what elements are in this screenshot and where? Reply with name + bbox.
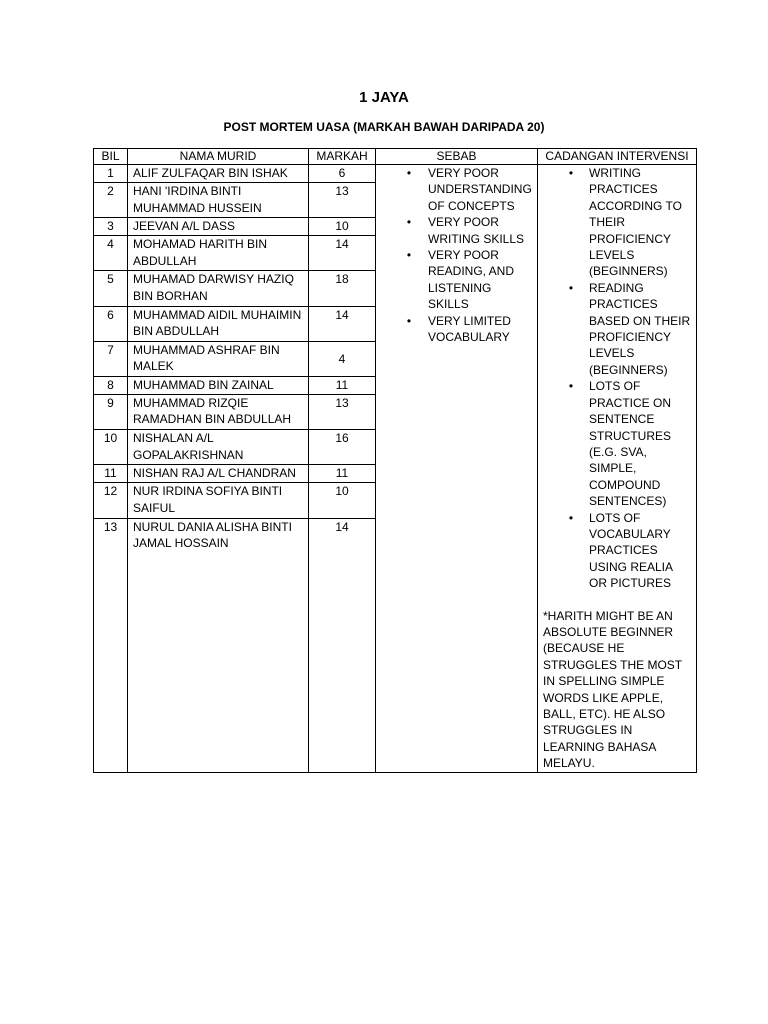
bullet-icon: • <box>406 166 412 180</box>
row-markah: 4 <box>309 341 376 376</box>
row-nama-murid: NISHALAN A/L GOPALAKRISHNAN <box>128 430 309 465</box>
row-markah: 18 <box>309 271 376 306</box>
row-bil: 6 <box>94 306 128 341</box>
row-nama-murid: MUHAMMAD BIN ZAINAL <box>128 376 309 394</box>
bullet-icon: • <box>568 166 574 180</box>
row-bil: 9 <box>94 394 128 429</box>
cadangan-item <box>543 378 691 509</box>
row-bil: 1 <box>94 165 128 183</box>
row-markah: 13 <box>309 394 376 429</box>
row-bil: 5 <box>94 271 128 306</box>
cadangan-item <box>543 510 691 592</box>
page-subtitle: POST MORTEM UASA (MARKAH BAWAH DARIPADA 20) <box>223 120 545 134</box>
row-markah: 14 <box>309 306 376 341</box>
column-header-sebab: SEBAB <box>376 149 538 165</box>
column-header-cadangan-intervensi: CADANGAN INTERVENSI <box>538 149 697 165</box>
row-nama-murid: JEEVAN A/L DASS <box>128 218 309 236</box>
cadangan-item-text: LOTS OF VOCABULARY PRACTICES USING REALIA OR PICTURES <box>589 510 673 591</box>
sebab-item-text: VERY POOR READING, AND LISTENING SKILLS <box>428 248 515 312</box>
row-nama-murid: NISHAN RAJ A/L CHANDRAN <box>128 465 309 483</box>
row-nama-murid: NUR IRDINA SOFIYA BINTI SAIFUL <box>128 483 309 518</box>
sebab-item-text: VERY POOR WRITING SKILLS <box>428 215 525 246</box>
row-bil: 2 <box>94 183 128 218</box>
cadangan-cell <box>538 165 697 773</box>
row-bil: 12 <box>94 483 128 518</box>
row-nama-murid: MUHAMAD DARWISY HAZIQ BIN BORHAN <box>128 271 309 306</box>
sebab-list <box>381 165 532 345</box>
post-mortem-table <box>93 148 697 773</box>
column-header-markah: MARKAH <box>309 149 376 165</box>
sebab-item <box>381 313 532 346</box>
sebab-item-text: VERY LIMITED VOCABULARY <box>428 313 511 345</box>
row-nama-murid: ALIF ZULFAQAR BIN ISHAK <box>128 165 309 183</box>
row-bil: 4 <box>94 236 128 271</box>
cadangan-item-text: LOTS OF PRACTICE ON SENTENCE STRUCTURES (E.G. SVA, SIMPLE, COMPOUND SENTENCES) <box>589 379 672 509</box>
row-bil: 11 <box>94 465 128 483</box>
page-title: 1 JAYA <box>359 89 409 106</box>
row-bil: 7 <box>94 341 128 376</box>
sebab-item <box>381 214 532 247</box>
row-nama-murid: HANI 'IRDINA BINTI MUHAMMAD HUSSEIN <box>128 183 309 218</box>
sebab-item <box>381 165 532 214</box>
row-nama-murid: NURUL DANIA ALISHA BINTI JAMAL HOSSAIN <box>128 518 309 772</box>
sebab-cell <box>376 165 538 773</box>
row-bil: 3 <box>94 218 128 236</box>
table-row <box>94 165 697 183</box>
sebab-item-text: VERY POOR UNDERSTANDING OF CONCEPTS <box>428 166 532 213</box>
row-markah: 10 <box>309 218 376 236</box>
row-markah: 11 <box>309 465 376 483</box>
bullet-icon: • <box>406 313 412 328</box>
row-nama-murid: MUHAMMAD AIDIL MUHAIMIN BIN ABDULLAH <box>128 306 309 341</box>
row-markah: 6 <box>309 165 376 183</box>
row-markah: 14 <box>309 518 376 772</box>
bullet-icon: • <box>568 280 574 295</box>
column-header-nama-murid: NAMA MURID <box>128 149 309 165</box>
bullet-icon: • <box>568 379 574 394</box>
cadangan-item-text: WRITING PRACTICES ACCORDING TO THEIR PROFICIENCY LEVELS (BEGINNERS) <box>589 166 682 279</box>
row-nama-murid: MUHAMMAD ASHRAF BIN MALEK <box>128 341 309 376</box>
row-nama-murid: MOHAMAD HARITH BIN ABDULLAH <box>128 236 309 271</box>
row-bil: 8 <box>94 376 128 394</box>
row-markah: 11 <box>309 376 376 394</box>
row-bil: 10 <box>94 430 128 465</box>
row-bil: 13 <box>94 518 128 772</box>
row-markah: 16 <box>309 430 376 465</box>
row-markah: 14 <box>309 236 376 271</box>
bullet-icon: • <box>406 248 412 263</box>
cadangan-list <box>543 165 691 592</box>
cadangan-item <box>543 165 691 280</box>
table-header-row <box>94 149 697 165</box>
row-markah: 10 <box>309 483 376 518</box>
column-header-bil: BIL <box>94 149 128 165</box>
bullet-icon: • <box>568 510 574 525</box>
sebab-item <box>381 247 532 313</box>
row-markah: 13 <box>309 183 376 218</box>
bullet-icon: • <box>406 215 412 230</box>
cadangan-item-text: READING PRACTICES BASED ON THEIR PROFICIENCY LEVELS (BEGINNERS) <box>589 280 691 377</box>
row-nama-murid: MUHAMMAD RIZQIE RAMADHAN BIN ABDULLAH <box>128 394 309 429</box>
harith-note: *HARITH MIGHT BE AN ABSOLUTE BEGINNER (BECAUSE HE STRUGGLES THE MOST IN SPELLING SIMPLE WORDS LIKE APPLE, BALL, ETC). HE ALSO STRUGGLES IN LEARNING BAHASA MELAYU. <box>543 608 682 771</box>
cadangan-item <box>543 280 691 378</box>
